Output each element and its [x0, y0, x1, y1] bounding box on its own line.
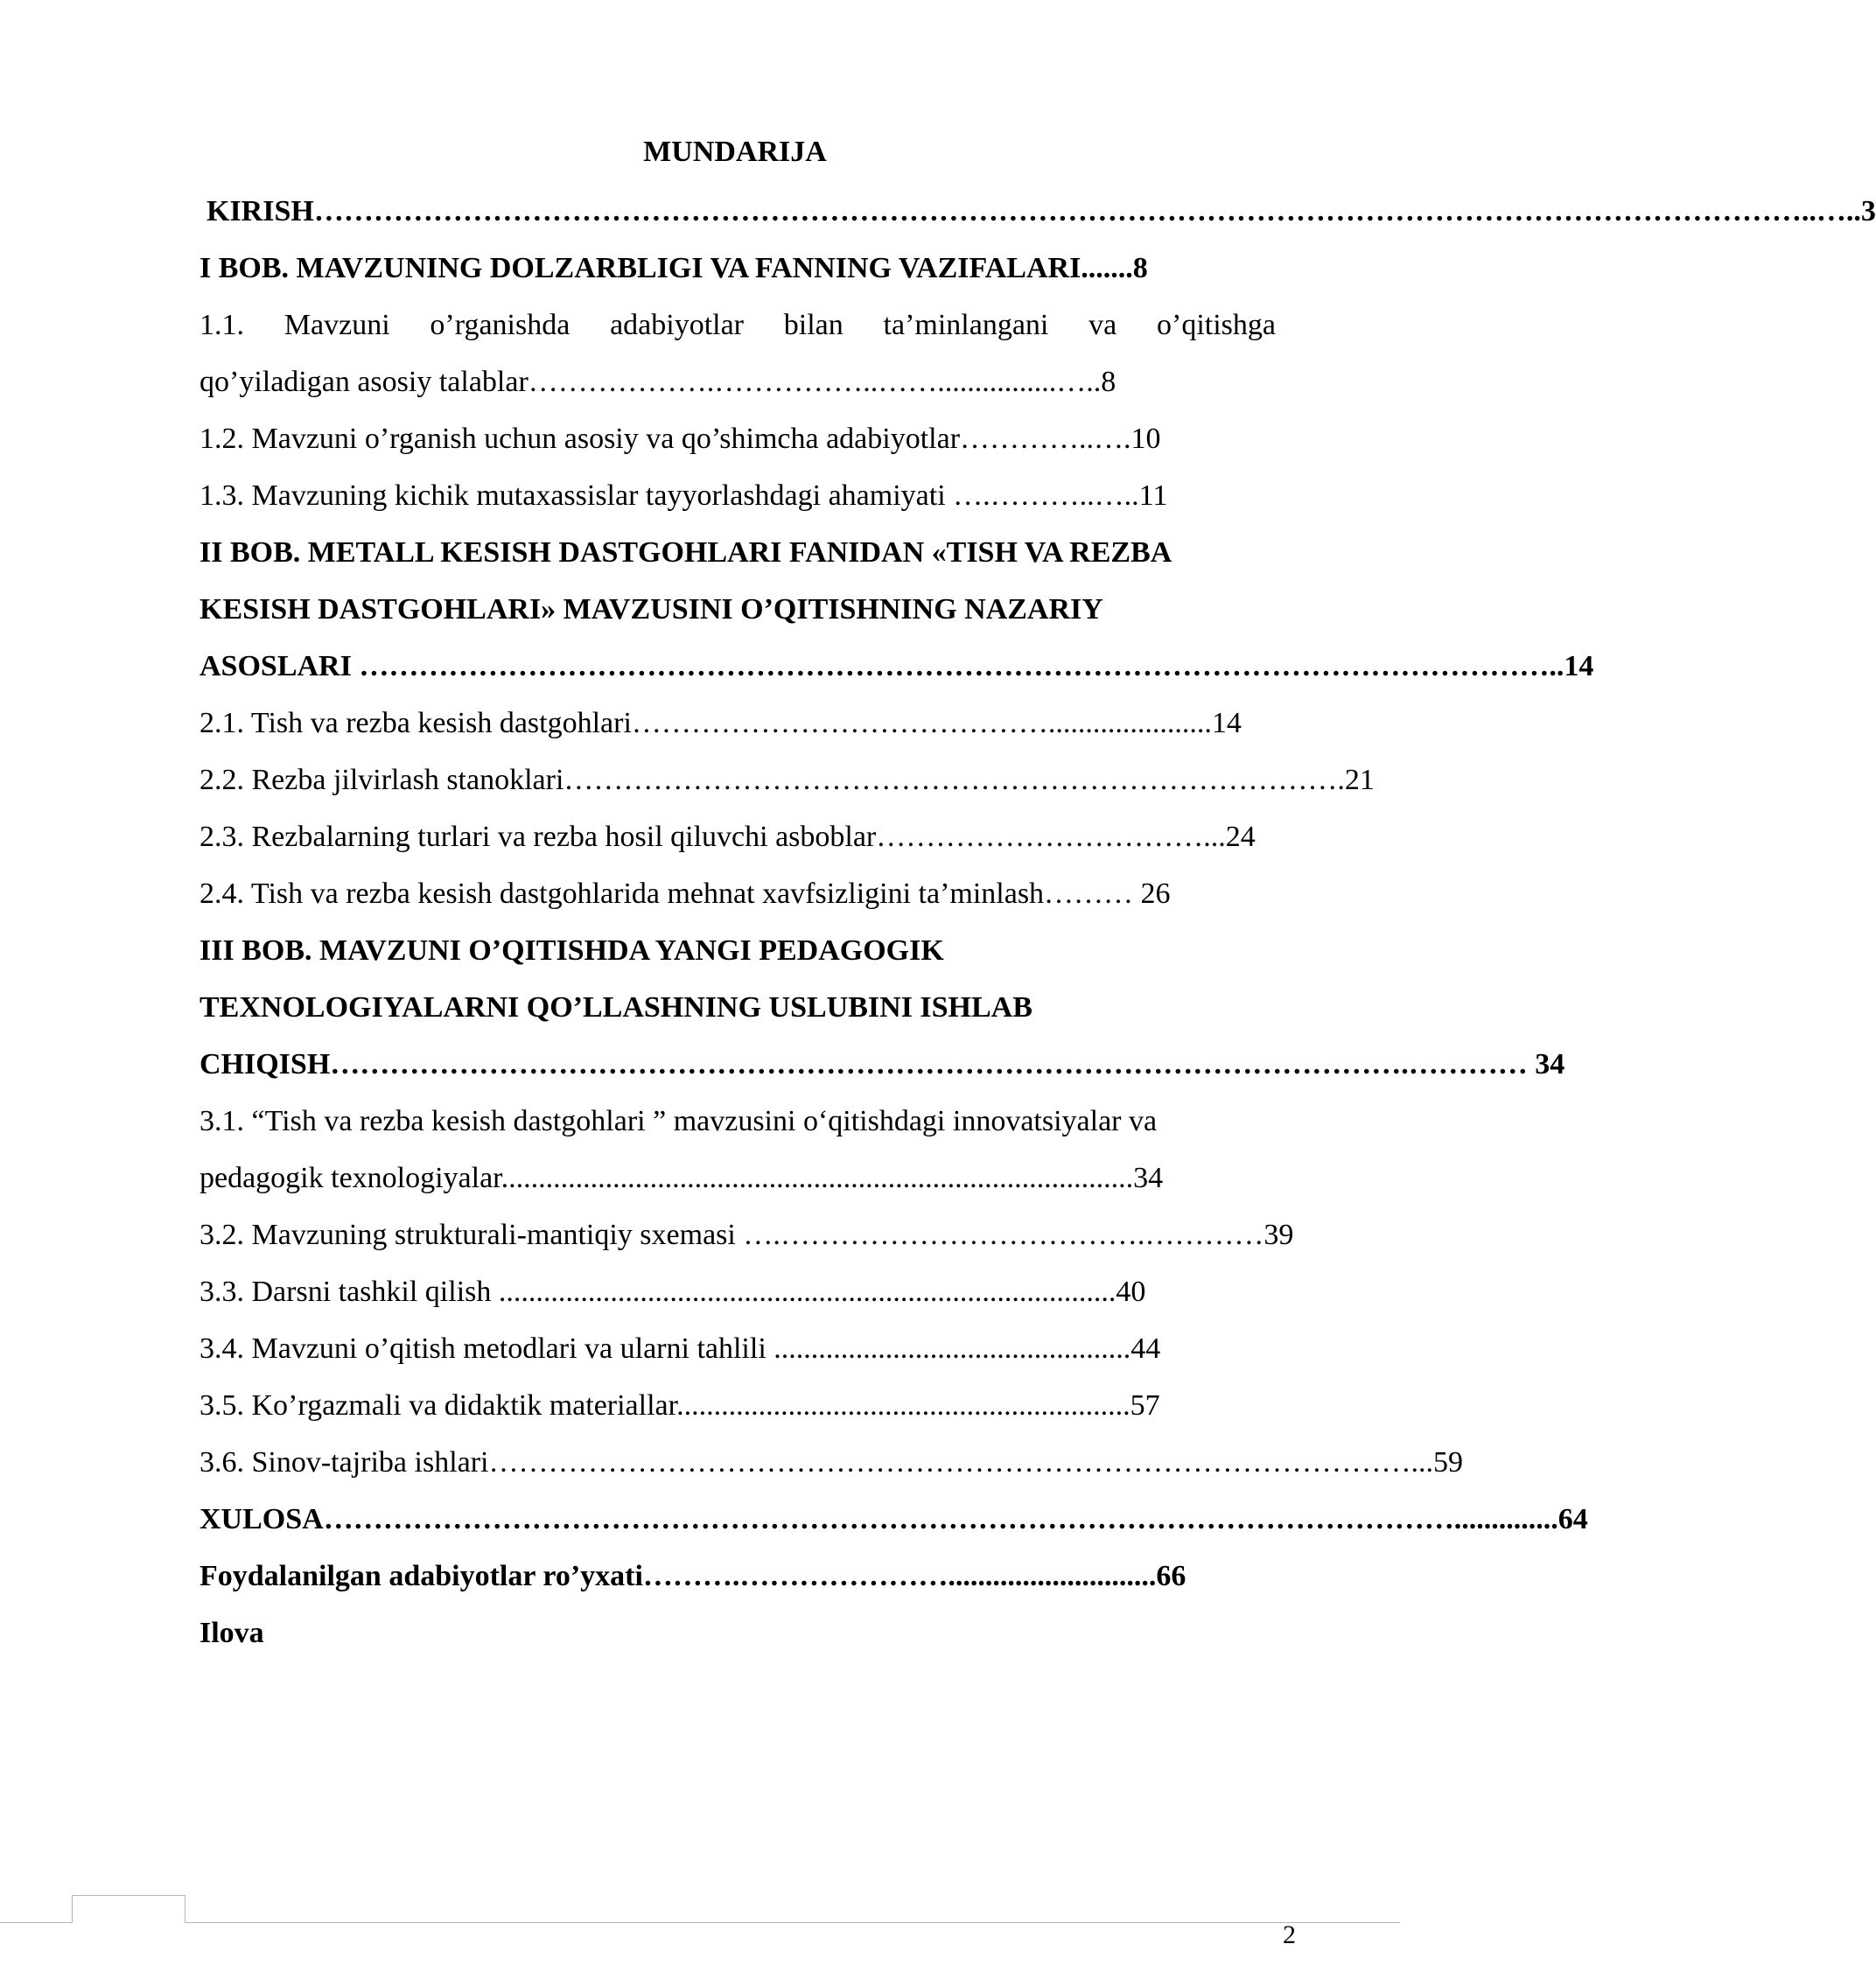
toc-entry-chapter-3: III BOB. MAVZUNI O’QITISHDA YANGI PEDAGOGIK [200, 934, 944, 967]
footer-rule [0, 1922, 1400, 1923]
toc-entry-1-1-cont: qo’yiladigan asosiy talablar……………….……………..……................…..8 [200, 366, 1116, 398]
toc-entry-1-3: 1.3. Mavzuning kichik mutaxassislar tayyorlashdagi ahamiyati ….………..…..11 [200, 479, 1168, 512]
toc-entry-3-3: 3.3. Darsni tashkil qilish ...................................................................................40 [200, 1276, 1146, 1308]
toc-entry-1-2: 1.2. Mavzuni o’rganish uchun asosiy va qo’shimcha adabiyotlar…………..….10 [200, 423, 1161, 455]
toc-entry-chapter-3-end: CHIQISH……………………………………………………………………………………………….………… 34 [200, 1048, 1565, 1080]
toc-entry-chapter-3-cont: TEXNOLOGIYALARNI QO’LLASHNING USLUBINI ISHLAB [200, 991, 1032, 1024]
page-number: 2 [1283, 1920, 1296, 1949]
toc-entry-2-4: 2.4. Tish va rezba kesish dastgohlarida mehnat xavfsizligini ta’minlash……… 26 [200, 878, 1171, 910]
footer-tab [72, 1895, 186, 1923]
toc-entry-references: Foydalanilgan adabiyotlar ro’yxati……….…………………............................66 [200, 1560, 1186, 1592]
toc-entry-3-6: 3.6. Sinov-tajriba ishlari…………………………………………………………………………………...59 [200, 1446, 1464, 1479]
toc-entry-1-1: 1.1. Mavzuni o’rganishda adabiyotlar bilan ta’minlangani va o’qitishga [200, 309, 1276, 341]
toc-entry-ilova: Ilova [200, 1617, 264, 1649]
toc-entry-3-2: 3.2. Mavzuning strukturali-mantiqiy sxemasi ….……………………………….…………39 [200, 1219, 1294, 1251]
toc-entry-2-2: 2.2. Rezba jilvirlash stanoklari…………………………………………………………………….21 [200, 764, 1375, 796]
page-title: MUNDARIJA [643, 136, 827, 168]
toc-entry-kirish: KIRISH……………………………………………………………………………………………………………………………………..…..3 [206, 195, 1876, 227]
toc-entry-3-1-cont: pedagogik texnologiyalar.....................................................................................34 [200, 1162, 1164, 1194]
toc-entry-3-5: 3.5. Ko’rgazmali va didaktik materiallar.............................................................57 [200, 1389, 1160, 1422]
toc-entry-2-3: 2.3. Rezbalarning turlari va rezba hosil qiluvchi asboblar……………………………...24 [200, 821, 1256, 853]
toc-entry-3-1: 3.1. “Tish va rezba kesish dastgohlari ” mavzusini o‘qitishdagi innovatsiyalar va [200, 1105, 1158, 1137]
toc-entry-chapter-1: I BOB. MAVZUNING DOLZARBLIGI VA FANNING VAZIFALARI.......8 [200, 252, 1148, 284]
toc-entry-chapter-2-end: ASOSLARI …………………………………………………………………………………………………………..14 [200, 650, 1594, 682]
toc-entry-xulosa: XULOSA……………………………………………………………………………………………………..............64 [200, 1503, 1588, 1535]
toc-entry-chapter-2-cont: KESISH DASTGOHLARI» MAVZUSINI O’QITISHNING NAZARIY [200, 593, 1103, 626]
toc-entry-chapter-2: II BOB. METALL KESISH DASTGOHLARI FANIDAN «TISH VA REZBA [200, 536, 1172, 569]
toc-entry-3-4: 3.4. Mavzuni o’qitish metodlari va ularni tahlili ................................................44 [200, 1332, 1161, 1365]
toc-entry-2-1: 2.1. Tish va rezba kesish dastgohlari……………………………………......................14 [200, 707, 1242, 739]
